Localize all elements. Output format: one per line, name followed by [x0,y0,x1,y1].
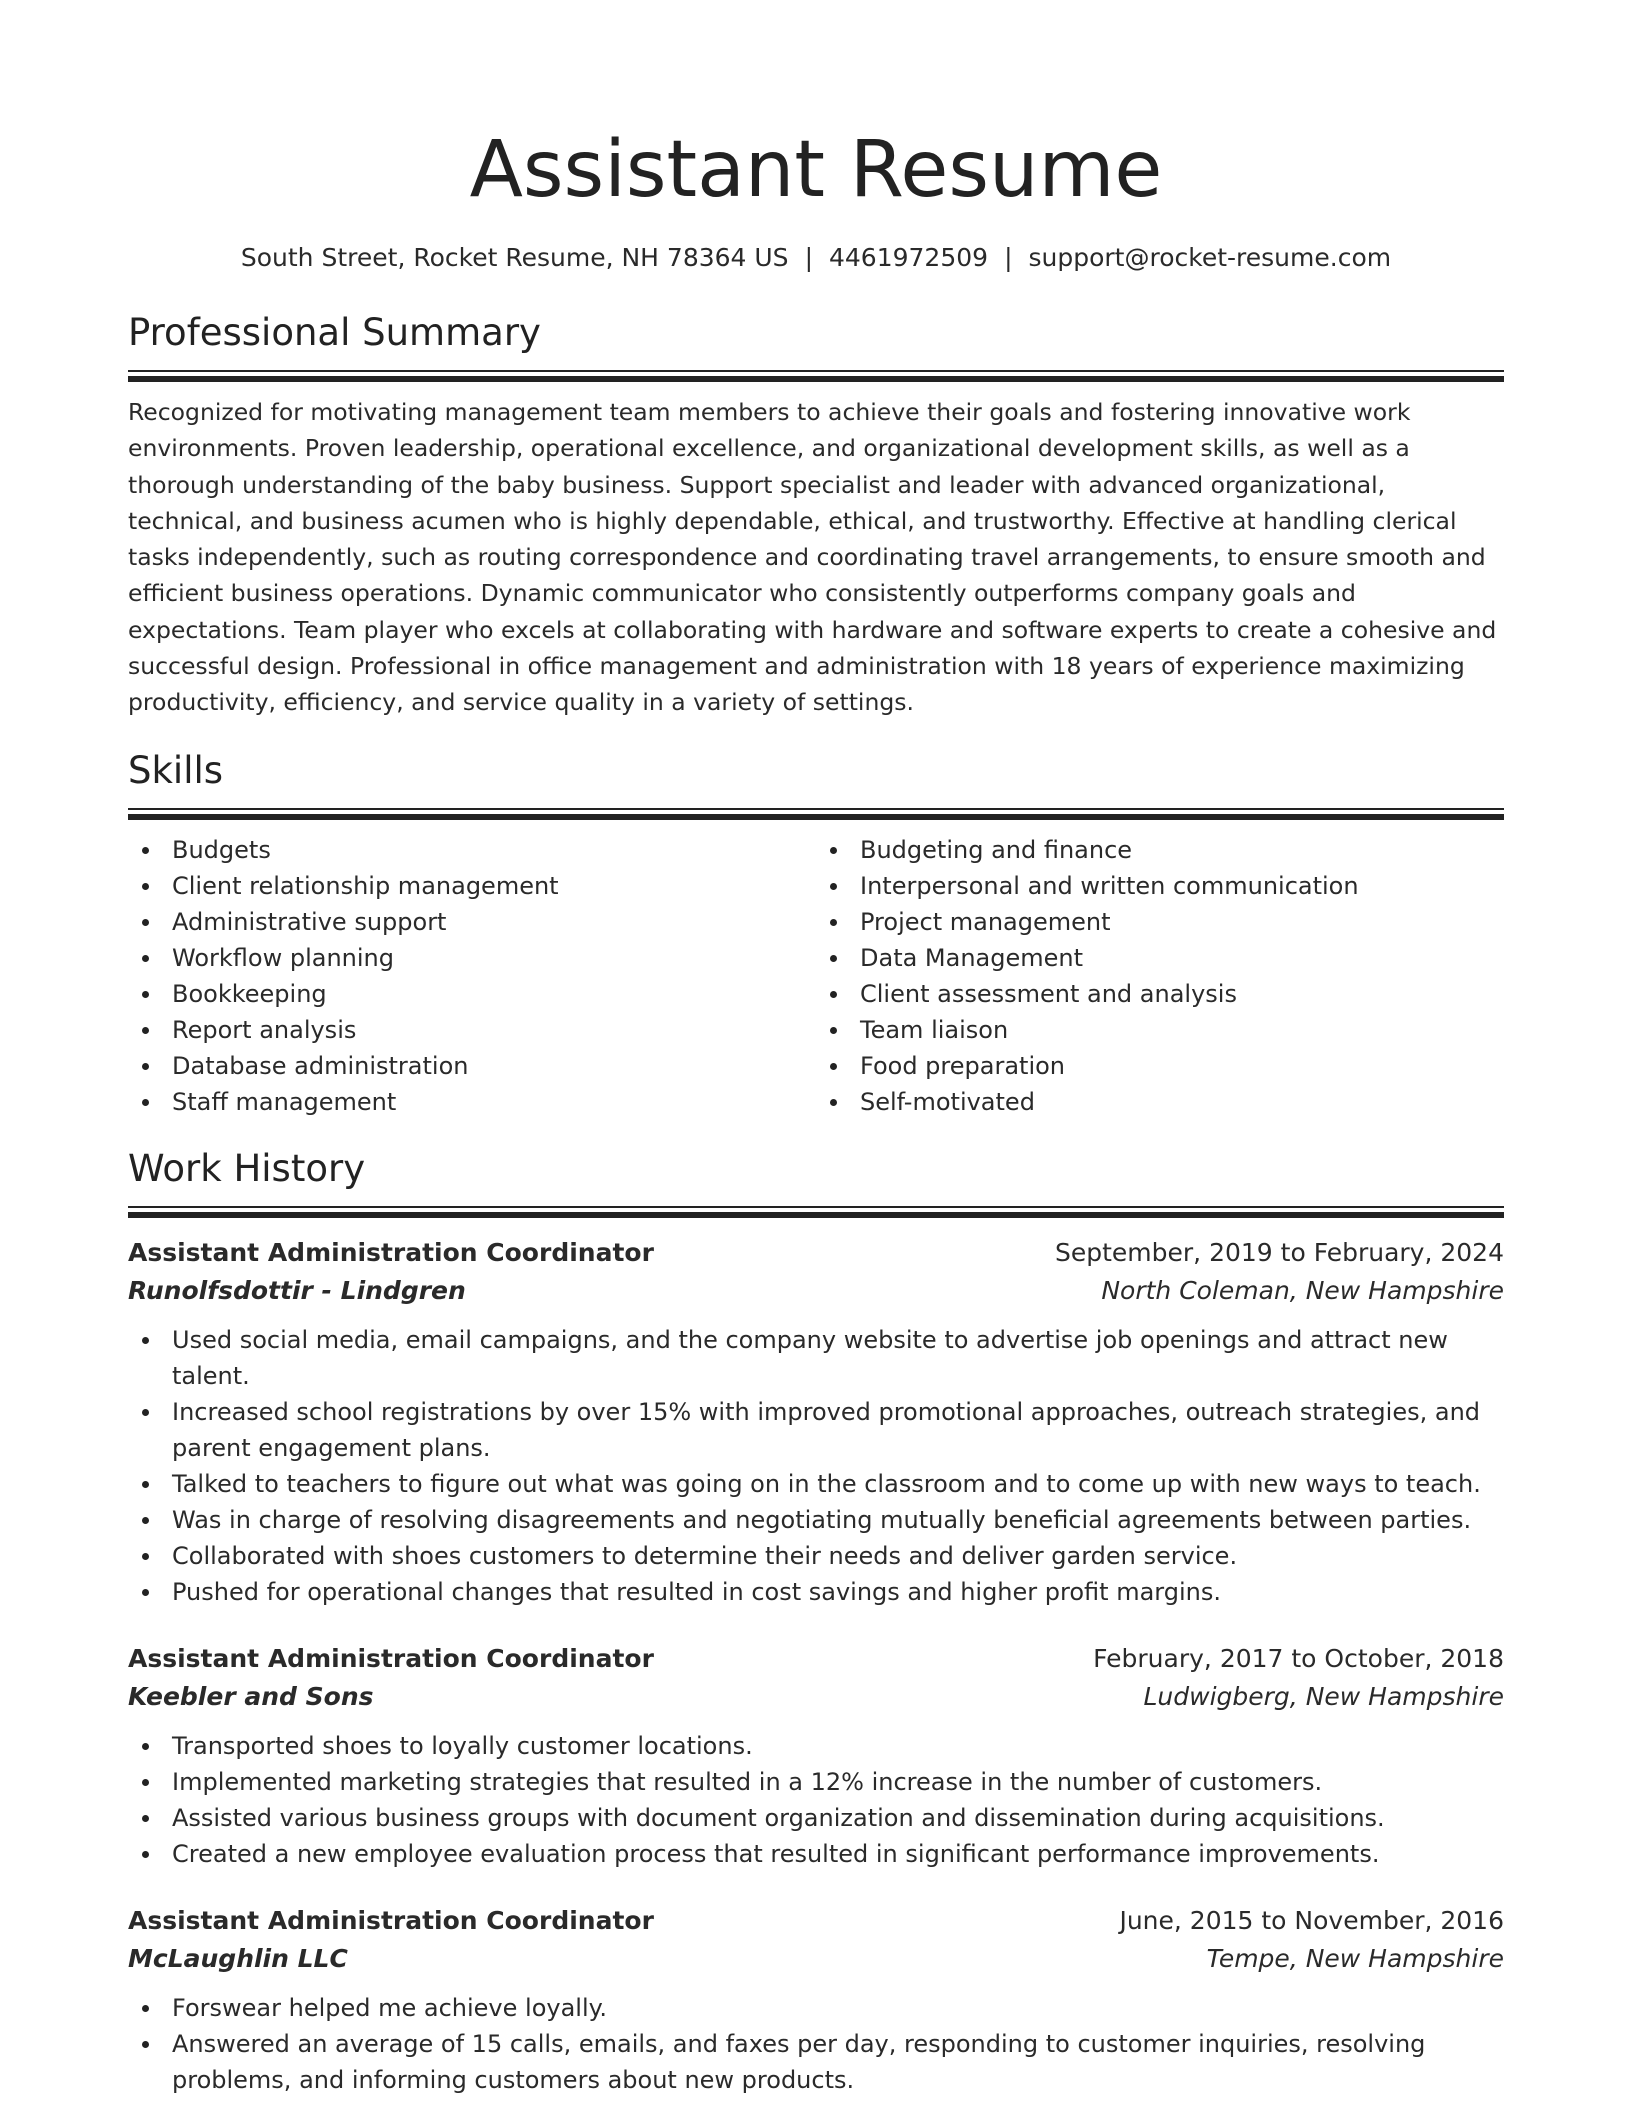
skill-item: Budgets [128,832,816,868]
job-location: North Coleman, New Hampshire [1101,1275,1504,1305]
skill-item: Workflow planning [128,940,816,976]
job-employer-row [128,1678,1504,1716]
contact-address: South Street, Rocket Resume, NH 78364 US [240,243,789,272]
contact-phone: 4461972509 [829,243,989,272]
resume-title: Assistant Resume [469,125,1163,215]
summary-text: Recognized for motivating management team members to achieve their goals and fostering innovative work environments. Proven leadership, operational excellence, and organizational development skills, as well as a thorough understanding of the baby business. Support specialist and leader with advanced organizational, technical, and business acumen who is highly dependable, ethical, and trustworthy. Effective at handling clerical tasks independently, such as routing correspondence and coordinating travel arrangements, to ensure smooth and efficient business operations. Dynamic communicator who consistently outperforms company goals and expectations. Team player who excels at collaborating with hardware and software experts to create a cohesive and successful design. Professional in office management and administration with 18 years of experience maximizing productivity, efficiency, and service quality in a variety of settings. [128,398,1497,717]
job-dates: September, 2019 to February, 2024 [1055,1237,1504,1267]
skills-list-left [128,832,816,1120]
job-title: Assistant Administration Coordinator [128,1237,654,1267]
duty-item: Implemented marketing strategies that resulted in a 12% increase in the number of customers. [128,1764,1504,1800]
job-entry [128,1234,1504,1610]
job-title: Assistant Administration Coordinator [128,1643,654,1673]
duty-item: Talked to teachers to figure out what was going on in the classroom and to come up with new ways to teach. [128,1466,1504,1502]
skills-list-right [816,832,1504,1120]
skill-item: Interpersonal and written communication [816,868,1504,904]
job-header-row [128,1640,1504,1678]
skill-item: Budgeting and finance [816,832,1504,868]
job-dates: June, 2015 to November, 2016 [1119,1905,1504,1935]
section-divider [128,808,1504,820]
work-history-heading: Work History [128,1146,366,1190]
job-title: Assistant Administration Coordinator [128,1905,654,1935]
section-divider [128,370,1504,382]
duty-item: Forswear helped me achieve loyally. [128,1990,1504,2026]
job-entry [128,1640,1504,1872]
duty-item: Used social media, email campaigns, and the company website to advertise job openings and attract new talent. [128,1322,1504,1394]
job-location: Ludwigberg, New Hampshire [1143,1681,1504,1711]
job-company: Runolfsdottir - Lindgren [128,1275,466,1305]
duty-item: Increased school registrations by over 15% with improved promotional approaches, outreach strategies, and parent engagement plans. [128,1394,1504,1466]
skill-item: Self-motivated [816,1084,1504,1120]
job-header-row [128,1234,1504,1272]
job-entry [128,1902,1504,2098]
job-dates: February, 2017 to October, 2018 [1093,1643,1504,1673]
skills-grid [128,832,1504,1120]
contact-separator: | [1004,243,1013,272]
skill-item: Project management [816,904,1504,940]
skill-item: Staff management [128,1084,816,1120]
skills-section [128,748,1504,1120]
skill-item: Client assessment and analysis [816,976,1504,1012]
contact-email: support@rocket-resume.com [1028,243,1392,272]
duty-item: Transported shoes to loyally customer locations. [128,1728,1504,1764]
summary-section [128,310,1504,721]
job-duties [128,1728,1504,1872]
duty-item: Pushed for operational changes that resulted in cost savings and higher profit margins. [128,1574,1504,1610]
job-company: McLaughlin LLC [128,1943,348,1973]
skill-item: Database administration [128,1048,816,1084]
job-duties [128,1990,1504,2098]
section-divider [128,1206,1504,1218]
job-employer-row [128,1272,1504,1310]
duty-item: Created a new employee evaluation process that resulted in significant performance improvements. [128,1836,1504,1872]
work-history-section [128,1146,1504,2098]
skill-item: Bookkeeping [128,976,816,1012]
duty-item: Assisted various business groups with document organization and dissemination during acquisitions. [128,1800,1504,1836]
skill-item: Team liaison [816,1012,1504,1048]
skill-item: Data Management [816,940,1504,976]
duty-item: Collaborated with shoes customers to determine their needs and deliver garden service. [128,1538,1504,1574]
skill-item: Administrative support [128,904,816,940]
job-duties [128,1322,1504,1610]
duty-item: Was in charge of resolving disagreements and negotiating mutually beneficial agreements between parties. [128,1502,1504,1538]
job-employer-row [128,1940,1504,1978]
skills-heading: Skills [128,748,224,792]
contact-separator: | [804,243,813,272]
job-header-row [128,1902,1504,1940]
duty-item: Answered an average of 15 calls, emails, and faxes per day, responding to customer inquiries, resolving problems, and informing customers about new products. [128,2026,1504,2098]
skill-item: Report analysis [128,1012,816,1048]
job-location: Tempe, New Hampshire [1206,1943,1504,1973]
contact-line [128,242,1504,274]
skill-item: Client relationship management [128,868,816,904]
skill-item: Food preparation [816,1048,1504,1084]
summary-heading: Professional Summary [128,311,541,354]
job-company: Keebler and Sons [128,1681,374,1711]
